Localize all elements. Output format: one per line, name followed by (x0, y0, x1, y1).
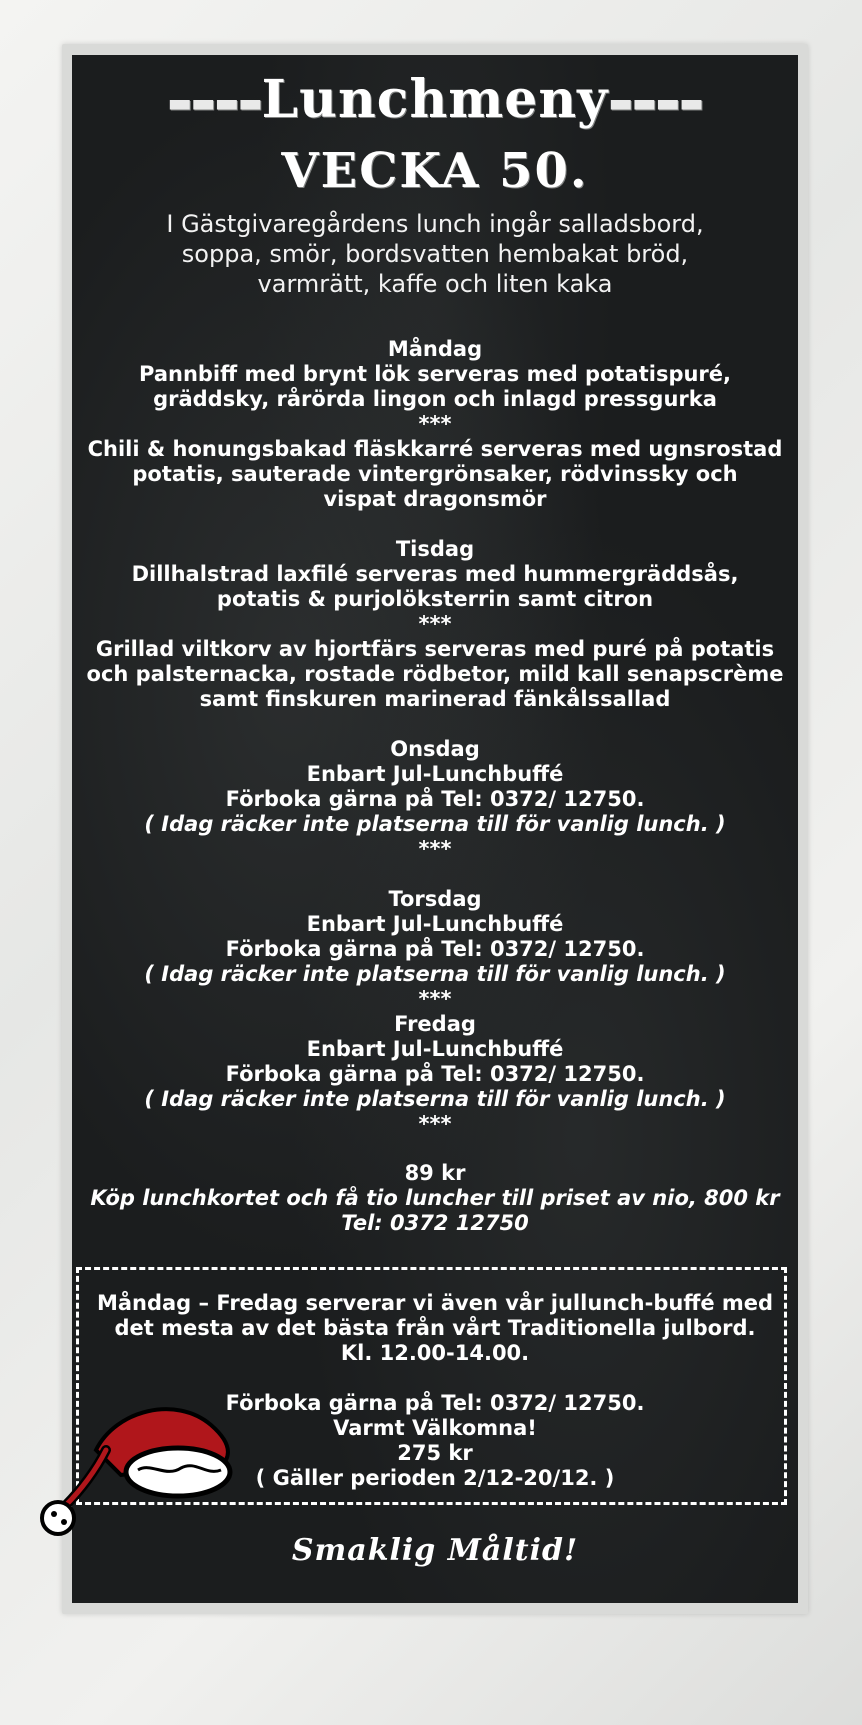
wednesday-booking: Förboka gärna på Tel: 0372/ 12750. (225, 787, 645, 811)
wednesday-buffet: Enbart Jul-Lunchbuffé (306, 762, 564, 786)
weekly-menu (82, 337, 788, 1137)
lunch-price: 89 kr (404, 1161, 466, 1185)
buffet-line: det mesta av det bästa från vårt Traditionella julbord. (114, 1316, 756, 1340)
tuesday-dish1-line: Dillhalstrad laxfilé serveras med hummergräddsås, (131, 562, 739, 586)
thursday-buffet: Enbart Jul-Lunchbuffé (306, 912, 564, 936)
tuesday-dish2-line: och palsternacka, rostade rödbetor, mild kall senapscrème (86, 662, 784, 686)
title-decoration-left: ▬▬▬▬ (167, 88, 262, 119)
phone-number: Tel: 0372 12750 (341, 1211, 529, 1235)
intro-text (102, 209, 768, 299)
intro-line: soppa, smör, bordsvatten hembakat bröd, (181, 240, 689, 268)
thursday-booking: Förboka gärna på Tel: 0372/ 12750. (225, 937, 645, 961)
buffet-price: 275 kr (397, 1441, 473, 1465)
wednesday-note: ( Idag räcker inte platserna till för vanlig lunch. ) (144, 812, 726, 836)
separator: *** (418, 837, 452, 861)
separator: *** (418, 1112, 452, 1136)
friday-booking: Förboka gärna på Tel: 0372/ 12750. (225, 1062, 645, 1086)
day-name-friday: Fredag (394, 1012, 476, 1036)
menu-title (72, 69, 798, 130)
monday-dish2-line: potatis, sauterade vintergrönsaker, rödvinssky och (132, 462, 738, 486)
separator: *** (418, 612, 452, 636)
title-text: Lunchmeny (261, 69, 609, 130)
friday-note: ( Idag räcker inte platserna till för vanlig lunch. ) (144, 1087, 726, 1111)
day-name-thursday: Torsdag (388, 887, 482, 911)
santa-hat-icon (26, 1390, 236, 1540)
monday-dish1-line: gräddsky, rårörda lingon och inlagd pressgurka (153, 387, 717, 411)
buffet-booking: Förboka gärna på Tel: 0372/ 12750. (225, 1391, 645, 1415)
monday-dish1-line: Pannbiff med brynt lök serveras med potatispuré, (139, 362, 731, 386)
friday-buffet: Enbart Jul-Lunchbuffé (306, 1037, 564, 1061)
intro-line: I Gästgivaregårdens lunch ingår salladsbord, (166, 210, 704, 238)
tuesday-dish2-line: samt finskuren marinerad fänkålssallad (199, 687, 671, 711)
tuesday-dish1-line: potatis & purjolöksterrin samt citron (216, 587, 654, 611)
day-name-monday: Måndag (387, 337, 483, 361)
monday-dish2-line: vispat dragonsmör (323, 487, 547, 511)
day-name-wednesday: Onsdag (390, 737, 480, 761)
day-name-tuesday: Tisdag (395, 537, 475, 561)
buffet-period: ( Gäller perioden 2/12-20/12. ) (255, 1466, 615, 1490)
intro-line: varmrätt, kaffe och liten kaka (257, 270, 613, 298)
separator: *** (418, 412, 452, 436)
chalkboard (72, 55, 798, 1603)
lunch-card-offer: Köp lunchkortet och få tio luncher till priset av nio, 800 kr (90, 1186, 780, 1210)
separator: *** (418, 987, 452, 1011)
buffet-time: Kl. 12.00-14.00. (340, 1341, 530, 1365)
tuesday-dish2-line: Grillad viltkorv av hjortfärs serveras med puré på potatis (95, 637, 775, 661)
buffet-line: Måndag – Fredag serverar vi även vår jullunch-buffé med (96, 1291, 774, 1315)
thursday-note: ( Idag räcker inte platserna till för vanlig lunch. ) (144, 962, 726, 986)
signoff-text: Smaklig Måltid! (291, 1533, 579, 1568)
buffet-welcome: Varmt Välkomna! (333, 1416, 537, 1440)
monday-dish2-line: Chili & honungsbakad fläskkarré serveras med ugnsrostad (87, 437, 783, 461)
title-decoration-right: ▬▬▬▬ (608, 88, 703, 119)
week-heading: VECKA 50. (281, 143, 589, 199)
price-info (82, 1161, 788, 1236)
